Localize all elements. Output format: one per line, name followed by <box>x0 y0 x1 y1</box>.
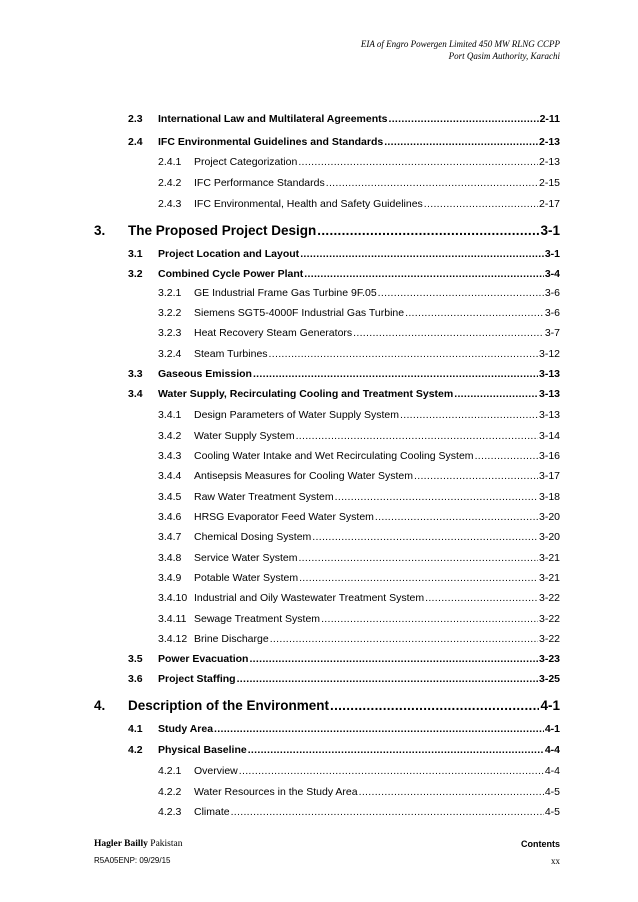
toc-entry-title: Steam Turbines <box>194 348 268 360</box>
toc-dot-leader <box>389 113 539 125</box>
toc-entry-page: 4-4 <box>544 765 560 777</box>
toc-entry-title: Project Staffing <box>158 673 236 685</box>
toc-dot-leader <box>299 572 538 584</box>
toc-entry-number: 3.4.9 <box>158 572 182 584</box>
toc-entry-number: 2.4.1 <box>158 156 182 168</box>
toc-entry-page: 3-22 <box>538 633 560 645</box>
footer-company-bold: Hagler Bailly <box>94 839 148 849</box>
toc-entry-number: 3.2.1 <box>158 287 182 299</box>
toc-entry-number: 2.4 <box>128 136 143 148</box>
toc-dot-leader <box>269 348 538 360</box>
toc-dot-leader <box>400 409 538 421</box>
toc-entry-number: 3.4 <box>128 388 143 400</box>
toc-entry-title: Cooling Water Intake and Wet Recirculating Cooling System <box>194 450 474 462</box>
toc-entry-title: Power Evacuation <box>158 653 249 665</box>
toc-entry-title: Water Supply System <box>194 430 295 442</box>
toc-dot-leader <box>424 198 538 210</box>
toc-entry[interactable] <box>158 531 560 543</box>
toc-entry-title: Project Categorization <box>194 156 298 168</box>
toc-entry-page: 3-14 <box>538 430 560 442</box>
footer-page-number: xx <box>551 856 560 866</box>
toc-entry-title: Design Parameters of Water Supply System <box>194 409 400 421</box>
toc-dot-leader <box>253 368 538 380</box>
toc-dot-leader <box>454 388 538 400</box>
toc-entry-title: Overview <box>194 765 238 777</box>
toc-entry-number: 3.1 <box>128 248 143 260</box>
toc-entry-page: 3-6 <box>544 287 560 299</box>
toc-entry[interactable] <box>158 287 560 299</box>
toc-entry-title: Description of the Environment <box>128 698 330 713</box>
toc-dot-leader <box>312 531 538 543</box>
toc-entry-title: Industrial and Oily Wastewater Treatment System <box>194 592 425 604</box>
toc-entry-number: 4.2 <box>128 744 143 756</box>
toc-entry[interactable] <box>158 348 560 360</box>
toc-entry-page: 3-4 <box>544 268 560 280</box>
toc-entry-title: Heat Recovery Steam Generators <box>194 327 353 339</box>
toc-entry[interactable] <box>158 491 560 503</box>
toc-entry-number: 3.4.10 <box>158 592 188 604</box>
toc-entry-page: 4-4 <box>544 744 560 756</box>
toc-entry[interactable] <box>158 786 560 798</box>
toc-entry-number: 3. <box>94 223 106 238</box>
toc-dot-leader <box>270 633 538 645</box>
toc-entry-number: 3.4.11 <box>158 613 187 625</box>
toc-entry-number: 3.2 <box>128 268 143 280</box>
toc-dot-leader <box>298 552 538 564</box>
toc-entry[interactable] <box>128 268 560 280</box>
toc-entry[interactable] <box>128 248 560 260</box>
toc-entry-page: 2-17 <box>538 198 560 210</box>
header-client: Port Qasim Authority, Karachi <box>448 51 560 61</box>
toc-entry-page: 3-16 <box>538 450 560 462</box>
toc-dot-leader <box>317 223 539 238</box>
toc-entry-page: 2-13 <box>538 156 560 168</box>
footer-company <box>94 839 183 849</box>
toc-entry-title: Project Location and Layout <box>158 248 300 260</box>
toc-entry-title: IFC Performance Standards <box>194 177 325 189</box>
toc-entry-title: Siemens SGT5-4000F Industrial Gas Turbine <box>194 307 405 319</box>
toc-entry-title: Service Water System <box>194 552 298 564</box>
toc-entry-title: Water Supply, Recirculating Cooling and Treatment System <box>158 388 454 400</box>
toc-entry-page: 4-5 <box>544 806 560 818</box>
toc-entry-title: Climate <box>194 806 230 818</box>
toc-entry-page: 3-20 <box>538 511 560 523</box>
toc-entry-number: 2.3 <box>128 113 143 125</box>
toc-entry-title: Brine Discharge <box>194 633 269 645</box>
toc-entry-page: 4-1 <box>540 698 560 713</box>
toc-entry-page: 4-5 <box>544 786 560 798</box>
toc-entry[interactable] <box>158 806 560 818</box>
toc-dot-leader <box>378 287 544 299</box>
toc-entry[interactable] <box>158 470 560 482</box>
toc-entry-page: 3-25 <box>538 673 560 685</box>
toc-entry-page: 3-20 <box>538 531 560 543</box>
toc-entry[interactable] <box>158 511 560 523</box>
toc-entry[interactable] <box>158 430 560 442</box>
toc-entry-title: Potable Water System <box>194 572 299 584</box>
toc-entry-title: The Proposed Project Design <box>128 223 317 238</box>
toc-entry[interactable] <box>158 592 560 604</box>
toc-entry-number: 3.4.6 <box>158 511 182 523</box>
toc-dot-leader <box>359 786 544 798</box>
toc-entry[interactable] <box>128 744 560 756</box>
toc-entry-title: Raw Water Treatment System <box>194 491 334 503</box>
toc-entry-title: IFC Environmental Guidelines and Standards <box>158 136 384 148</box>
toc-entry-number: 3.2.2 <box>158 307 182 319</box>
toc-entry-page: 3-22 <box>538 592 560 604</box>
footer-section: Contents <box>521 839 560 849</box>
toc-entry-title: IFC Environmental, Health and Safety Guidelines <box>194 198 423 210</box>
toc-dot-leader <box>475 450 538 462</box>
toc-entry-page: 2-11 <box>539 113 560 125</box>
toc-dot-leader <box>330 698 539 713</box>
toc-entry-number: 3.4.7 <box>158 531 182 543</box>
toc-dot-leader <box>237 673 538 685</box>
toc-entry[interactable] <box>158 156 560 168</box>
toc-entry-number: 3.2.3 <box>158 327 182 339</box>
toc-entry-page: 3-21 <box>538 552 560 564</box>
toc-entry-page: 3-18 <box>538 491 560 503</box>
toc-dot-leader <box>425 592 538 604</box>
toc-entry[interactable] <box>128 136 560 148</box>
toc-dot-leader <box>231 806 544 818</box>
toc-entry[interactable] <box>128 368 560 380</box>
toc-dot-leader <box>414 470 538 482</box>
toc-dot-leader <box>353 327 544 339</box>
footer-company-rest: Pakistan <box>147 839 183 849</box>
toc-entry-number: 3.4.3 <box>158 450 182 462</box>
toc-entry[interactable] <box>158 572 560 584</box>
toc-dot-leader <box>248 744 544 756</box>
toc-entry-title: International Law and Multilateral Agreements <box>158 113 388 125</box>
toc-entry-page: 3-13 <box>538 409 560 421</box>
running-header <box>361 38 560 62</box>
toc-entry-title: Combined Cycle Power Plant <box>158 268 304 280</box>
toc-entry-number: 3.4.12 <box>158 633 188 645</box>
toc-dot-leader <box>335 491 538 503</box>
toc-entry-title: Water Resources in the Study Area <box>194 786 358 798</box>
toc-entry-title: Study Area <box>158 723 214 735</box>
toc-dot-leader <box>321 613 538 625</box>
toc-entry-number: 3.4.2 <box>158 430 182 442</box>
toc-entry-page: 3-1 <box>544 248 560 260</box>
toc-entry-title: Gaseous Emission <box>158 368 252 380</box>
toc-entry-page: 2-13 <box>538 136 560 148</box>
header-project-title: EIA of Engro Powergen Limited 450 MW RLNG CCPP <box>360 39 560 49</box>
toc-entry[interactable] <box>158 552 560 564</box>
toc-entry-page: 3-13 <box>538 368 560 380</box>
toc-entry-number: 3.4.5 <box>158 491 182 503</box>
toc-entry[interactable] <box>128 723 560 735</box>
toc-entry-number: 4.2.2 <box>158 786 182 798</box>
toc-entry-title: Antisepsis Measures for Cooling Water System <box>194 470 414 482</box>
toc-entry[interactable] <box>158 409 560 421</box>
toc-dot-leader <box>304 268 544 280</box>
toc-entry-page: 2-15 <box>538 177 560 189</box>
toc-dot-leader <box>214 723 544 735</box>
toc-entry[interactable] <box>128 388 560 400</box>
toc-entry-title: HRSG Evaporator Feed Water System <box>194 511 374 523</box>
toc-entry-number: 4.2.1 <box>158 765 182 777</box>
toc-entry-page: 3-17 <box>538 470 560 482</box>
toc-dot-leader <box>298 156 538 168</box>
toc-entry[interactable] <box>158 198 560 210</box>
toc-dot-leader <box>296 430 538 442</box>
toc-entry[interactable] <box>158 613 560 625</box>
toc-dot-leader <box>405 307 544 319</box>
toc-entry[interactable] <box>158 765 560 777</box>
toc-entry[interactable] <box>158 633 560 645</box>
toc-entry-title: Physical Baseline <box>158 744 247 756</box>
toc-entry-number: 3.4.4 <box>158 470 182 482</box>
toc-entry[interactable] <box>158 307 560 319</box>
toc-entry-page: 3-12 <box>538 348 560 360</box>
toc-entry-number: 4. <box>94 698 106 713</box>
toc-entry-page: 3-23 <box>538 653 560 665</box>
toc-dot-leader <box>326 177 538 189</box>
toc-entry-number: 3.3 <box>128 368 143 380</box>
toc-dot-leader <box>249 653 538 665</box>
toc-entry[interactable] <box>158 177 560 189</box>
toc-entry-number: 4.2.3 <box>158 806 182 818</box>
toc-dot-leader <box>375 511 538 523</box>
toc-entry-page: 3-6 <box>544 307 560 319</box>
toc-entry-page: 3-13 <box>538 388 560 400</box>
toc-entry[interactable] <box>128 113 560 125</box>
toc-entry[interactable] <box>158 450 560 462</box>
toc-entry-title: Sewage Treatment System <box>194 613 321 625</box>
toc-entry-number: 3.2.4 <box>158 348 182 360</box>
toc-entry[interactable] <box>94 223 560 238</box>
toc-entry-page: 3-7 <box>544 327 560 339</box>
toc-entry-page: 3-22 <box>538 613 560 625</box>
toc-entry-number: 4.1 <box>128 723 143 735</box>
toc-dot-leader <box>239 765 544 777</box>
toc-entry-number: 3.5 <box>128 653 143 665</box>
toc-entry[interactable] <box>128 653 560 665</box>
toc-entry-number: 3.6 <box>128 673 143 685</box>
toc-entry-page: 4-1 <box>544 723 560 735</box>
toc-entry-page: 3-21 <box>538 572 560 584</box>
toc-entry[interactable] <box>158 327 560 339</box>
toc-entry[interactable] <box>94 698 560 713</box>
toc-entry-number: 2.4.3 <box>158 198 182 210</box>
toc-dot-leader <box>384 136 538 148</box>
toc-entry-title: GE Industrial Frame Gas Turbine 9F.05 <box>194 287 377 299</box>
toc-dot-leader <box>300 248 544 260</box>
toc-entry[interactable] <box>128 673 560 685</box>
toc-entry-number: 2.4.2 <box>158 177 182 189</box>
footer-doc-ref: R5A05ENP: 09/29/15 <box>94 856 171 865</box>
toc-entry-title: Chemical Dosing System <box>194 531 312 543</box>
toc-entry-page: 3-1 <box>540 223 560 238</box>
toc-entry-number: 3.4.8 <box>158 552 182 564</box>
toc-entry-number: 3.4.1 <box>158 409 182 421</box>
